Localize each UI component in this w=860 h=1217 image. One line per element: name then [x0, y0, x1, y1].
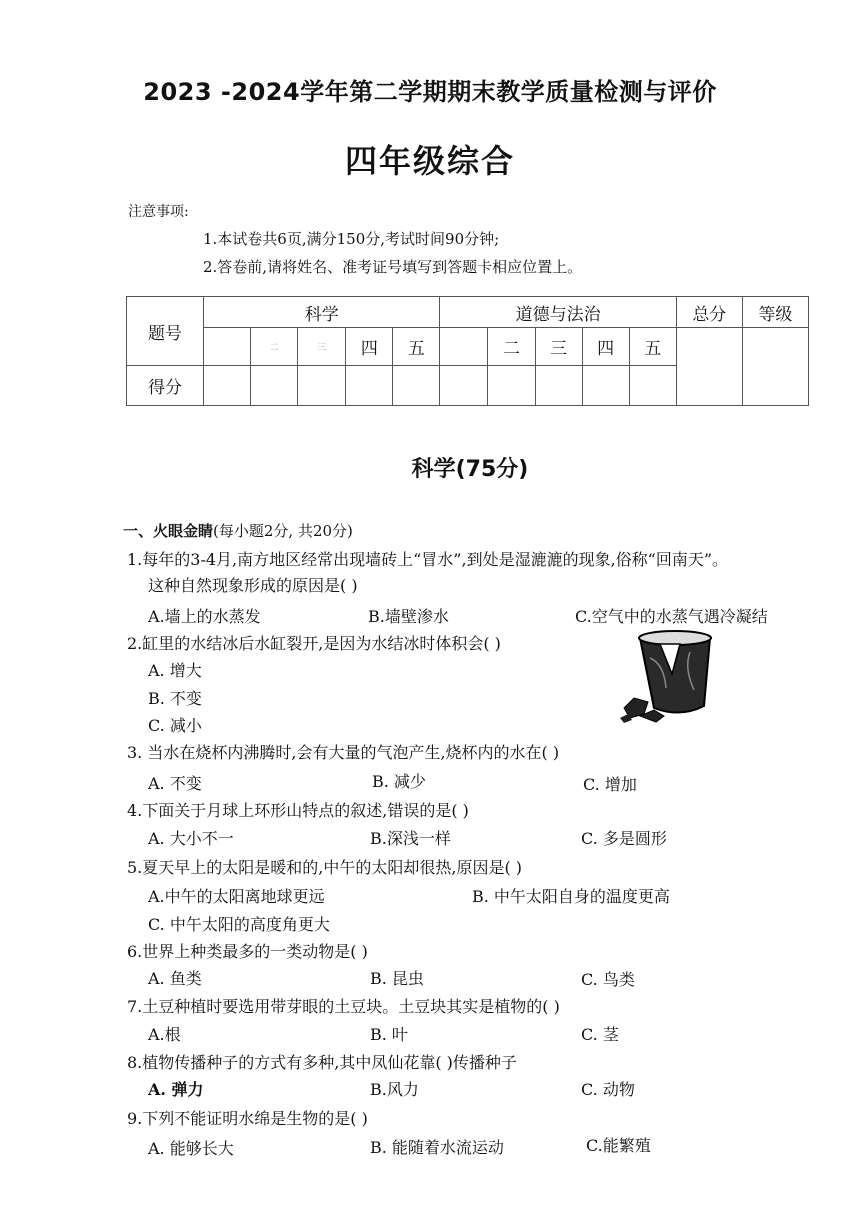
cracked-water-jar-illustration [620, 628, 720, 724]
row-label-number: 题号 [127, 297, 204, 366]
option[interactable]: C. 增加 [583, 775, 637, 794]
option[interactable]: B.深浅一样 [370, 829, 451, 848]
score-cell[interactable] [393, 366, 440, 406]
science-col [204, 328, 251, 366]
score-cell[interactable] [535, 366, 582, 406]
section-title: 科学(75分) [411, 457, 529, 482]
note-item: 1.本试卷共6页,满分150分,考试时间90分钟; [203, 230, 500, 248]
morality-col: 五 [629, 328, 676, 366]
score-cell[interactable] [204, 366, 251, 406]
science-col: 二 [251, 328, 298, 366]
score-cell[interactable] [440, 366, 488, 406]
score-cell[interactable] [629, 366, 676, 406]
science-col: 三 [298, 328, 346, 366]
score-table [126, 296, 809, 406]
question-stem: 1.每年的3-4月,南方地区经常出现墙砖上“冒水”,到处是湿漉漉的现象,俗称“回南天”。 [127, 550, 729, 569]
score-cell[interactable] [488, 366, 535, 406]
morality-col: 二 [488, 328, 535, 366]
question-stem: 8.植物传播种子的方式有多种,其中凤仙花靠( )传播种子 [127, 1053, 517, 1072]
part-heading [123, 520, 353, 541]
science-col: 五 [393, 328, 440, 366]
option[interactable]: A.根 [148, 1025, 181, 1044]
option[interactable]: C.空气中的水蒸气遇冷凝结 [575, 607, 768, 626]
option[interactable]: A. 不变 [148, 774, 202, 793]
option[interactable]: A. 能够长大 [148, 1139, 234, 1158]
option[interactable]: C. 茎 [581, 1025, 619, 1044]
option[interactable]: B. 不变 [148, 689, 202, 708]
morality-col: 四 [582, 328, 629, 366]
part-note: (每小题2分, 共20分) [213, 522, 353, 540]
option[interactable]: B. 中午太阳自身的温度更高 [472, 887, 670, 906]
option[interactable]: C. 鸟类 [581, 970, 635, 989]
option[interactable]: C.能繁殖 [586, 1136, 651, 1155]
science-col: 四 [346, 328, 393, 366]
notes-heading: 注意事项: [128, 204, 189, 220]
question-stem: 5.夏天早上的太阳是暖和的,中午的太阳却很热,原因是( ) [127, 858, 523, 877]
score-cell[interactable] [346, 366, 393, 406]
option[interactable]: A.墙上的水蒸发 [148, 607, 261, 626]
option[interactable]: B. 昆虫 [370, 969, 424, 988]
question-stem: 7.土豆种植时要选用带芽眼的土豆块。土豆块其实是植物的( ) [127, 997, 560, 1016]
option[interactable]: B. 叶 [370, 1025, 408, 1044]
group-science: 科学 [204, 297, 440, 328]
option[interactable]: B. 减少 [372, 772, 426, 791]
note-item: 2.答卷前,请将姓名、准考证号填写到答题卡相应位置上。 [203, 258, 583, 276]
score-cell[interactable] [251, 366, 298, 406]
option[interactable]: A. 增大 [148, 661, 202, 680]
group-morality: 道德与法治 [440, 297, 676, 328]
total-score-cell[interactable] [676, 328, 742, 406]
exam-subtitle: 四年级综合 [344, 142, 515, 180]
option[interactable]: C. 多是圆形 [581, 829, 667, 848]
part-title: 一、火眼金睛 [123, 522, 214, 540]
grade-cell[interactable] [742, 328, 808, 406]
question-stem: 2.缸里的水结冰后水缸裂开,是因为水结冰时体积会( ) [127, 634, 501, 653]
morality-col: 三 [535, 328, 582, 366]
row-label-score: 得分 [127, 366, 204, 406]
total-header: 总分 [676, 297, 742, 328]
score-cell[interactable] [582, 366, 629, 406]
option[interactable]: B. 能随着水流运动 [370, 1138, 504, 1157]
question-stem: 4.下面关于月球上环形山特点的叙述,错误的是( ) [127, 801, 469, 820]
question-stem: 9.下列不能证明水绵是生物的是( ) [127, 1109, 368, 1128]
question-stem: 3. 当水在烧杯内沸腾时,会有大量的气泡产生,烧杯内的水在( ) [127, 743, 560, 762]
option[interactable]: A.中午的太阳离地球更远 [148, 887, 325, 906]
question-stem-continued: 这种自然现象形成的原因是( ) [148, 576, 358, 595]
grade-header: 等级 [742, 297, 808, 328]
option[interactable]: A. 鱼类 [148, 969, 202, 988]
morality-col [440, 328, 488, 366]
option[interactable]: C. 动物 [581, 1080, 635, 1099]
option[interactable]: B.墙壁渗水 [368, 607, 449, 626]
option[interactable]: A. 弹力 [148, 1080, 204, 1099]
exam-title: 2023 -2024学年第二学期期末教学质量检测与评价 [143, 78, 717, 106]
option[interactable]: C. 中午太阳的高度角更大 [148, 915, 330, 934]
option[interactable]: C. 减小 [148, 716, 202, 735]
option[interactable]: B.风力 [370, 1080, 419, 1099]
score-cell[interactable] [298, 366, 346, 406]
option[interactable]: A. 大小不一 [148, 829, 234, 848]
question-stem: 6.世界上种类最多的一类动物是( ) [127, 942, 368, 961]
